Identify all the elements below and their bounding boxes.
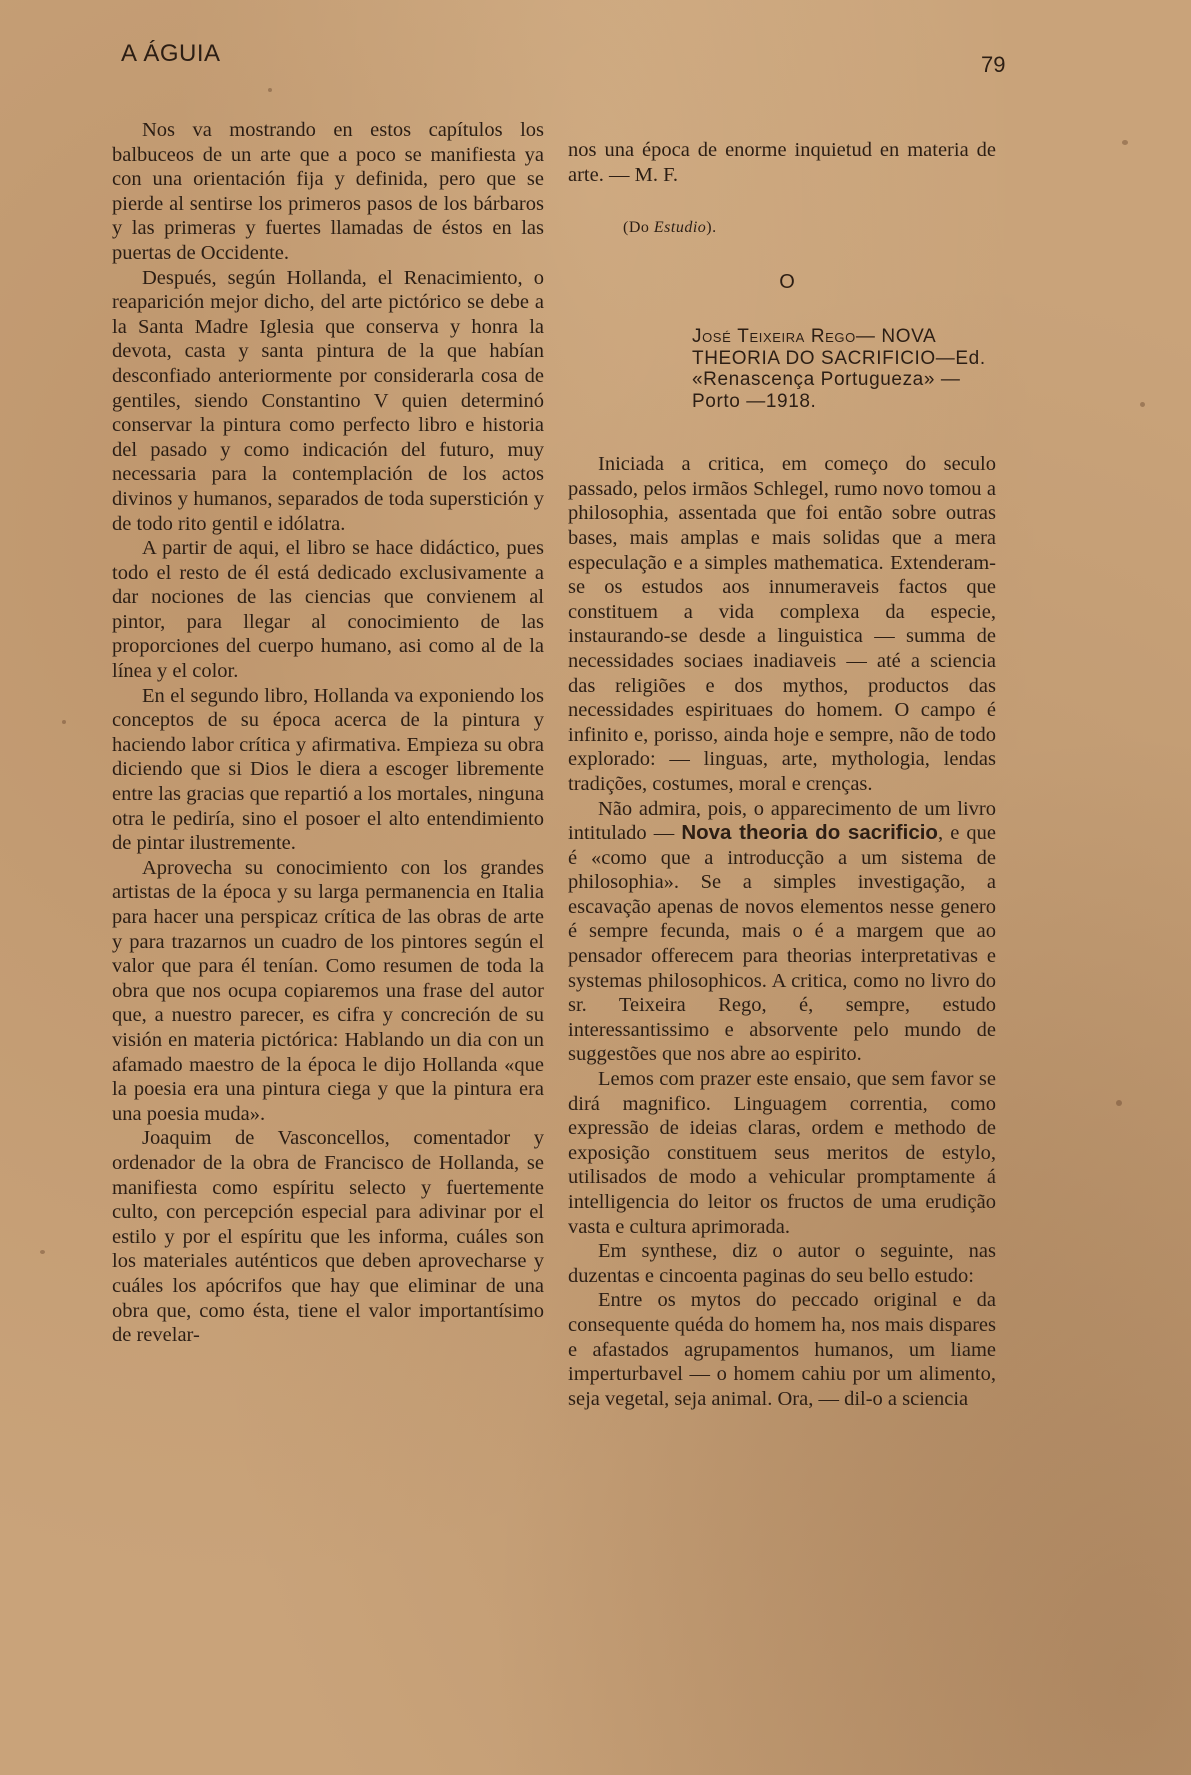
paper-speck: [1116, 1100, 1122, 1106]
author-name: Rego: [810, 326, 856, 348]
author-name: José: [692, 326, 732, 348]
paper-speck: [62, 720, 66, 724]
review-heading: José Teixeira Rego— NOVA THEORIA DO SACRIFICIO—Ed. «Renascença Portugueza» —Porto —1918.: [692, 326, 986, 412]
paragraph: Aprovecha su conocimiento con los grandes artistas de la época y su larga permanencia en Italia para hacer una perspicaz crítica de las obras de arte y para trazarnos un cuadro de los pintores según el valor que para él tenían. Como resumen de toda la obra que nos ocupa copiaremos una frase del autor que, a nuestro parecer, es cifra y concreción de su visión en materia pictórica: Hablando un dia con un afamado maestro de la época le dijo Hollanda «que la poesia era una pintura ciega y que la pintura era una poesia muda».: [112, 856, 544, 1125]
paragraph: En el segundo libro, Hollanda va exponiendo los conceptos de su época acerca de la pintura y haciendo labor crítica y afirmativa. Empieza su obra diciendo que si Dios le diera a escoger libremente entre las gracias que repartió a los mortales, ninguna otra le pediría, sino el posoer el alto entendimiento de pintar ilustremente.: [112, 684, 544, 855]
author-name: Teixeira: [737, 326, 805, 348]
paragraph: Não admira, pois, o apparecimento de um livro intitulado — Nova theoria do sacrificio, e que é «como que a introducção a um sistema de philosophia». Se a simples investigação, a escavação apenas de novos elementos nesse genero é sempre fecunda, mais o é a margem que ao pensador offerecem para theorias interpretativas e systemas philosophicos. A critica, como no livro do sr. Teixeira Rego, é, sempre, estudo interessantissimo e absorvente pelo mundo de suggestões que nos abre ao espirito.: [568, 797, 997, 1066]
paragraph: Lemos com prazer este ensaio, que sem favor se dirá magnifico. Linguagem correntia, como expressão de ideias claras, ordem e methodo de exposição constituem seus meritos de estylo, utilisados de modo a vehicular promptamente á intelligencia do leitor os fructos de uma erudição vasta e cultura aprimorada.: [568, 1068, 996, 1238]
publisher-info: —Ed. «Renascença Portugueza» —Porto —1918.: [692, 347, 986, 412]
page-number: 79: [981, 52, 1006, 77]
paragraph: Iniciada a critica, em começo do seculo passado, pelos irmãos Schlegel, rumo novo tomou a philosophia, assentada que foi então sobre outras bases, mais amplas e mais solidas que a mera especulação e a simples mathematica. Extenderam-se os estudos aos innumeraveis factos que constituem a vida complexa da especie, instaurando-se desde a linguistica — summa de necessidades sociaes inadiaveis — até a sciencia das religiões e dos mythos, productos das necessidades espirituaes do homem. O campo é infinito e, porisso, ainda hoje e sempre, não de todo explorado: — linguas, arte, mythologia, lendas tradições, costumes, moral e crenças.: [568, 453, 996, 795]
source-citation: (Do Estudio).: [623, 219, 717, 237]
paper-speck: [40, 1250, 45, 1254]
section-mark: O: [779, 271, 795, 294]
book-title: NOVA THEORIA DO SACRIFICIO: [692, 326, 936, 369]
paper-speck: [268, 88, 272, 92]
article-ending: nos una época de enorme inquietud en materia de arte. — M. F.: [568, 139, 996, 186]
left-column: [112, 118, 544, 1348]
paragraph: A partir de aqui, el libro se hace didáctico, pues todo el resto de él está dedicado exclusivamente a dar nociones de las ciencias que convienem al pintor, para llegar al conocimiento de las proporciones del cuerpo humano, asi como al de la línea y el color.: [112, 537, 544, 683]
paragraph: Nos va mostrando en estos capítulos los balbuceos de un arte que a poco se manifiesta ya con una orientación fija y definida, pero que se pierde al sentirse los primeros pasos de los bárbaros y las primeras y fuertes llamadas de éstos en las puertas de Occidente.: [112, 119, 544, 264]
review-body: [568, 452, 996, 1411]
paragraph: Después, según Hollanda, el Renacimiento, o reaparición mejor dicho, del arte pictórico se debe a la Santa Madre Iglesia que conserva y honra la devota, casta y santa pintura de la que habían desconfiado anteriormente por considerarla cosa de gentiles, siendo Constantino V quien determinó conservar la pintura como perfecto libro e historia del pasado y como indicación del futuro, muy necessaria para la contemplación de los actos divinos y humanos, separados de toda superstición y de todo rito gentil e idólatra.: [112, 266, 544, 535]
paragraph: Em synthese, diz o autor o seguinte, nas duzentas e cincoenta paginas do seu bello estudo:: [568, 1240, 996, 1287]
paper-speck: [1140, 402, 1145, 407]
right-column: [568, 138, 996, 1411]
source-title: Estudio: [653, 219, 707, 237]
paragraph: Entre os mytos do peccado original e da consequente quéda do homem ha, nos mais dispares e afastados agrupamentos humanos, um liame imperturbavel — o homem cahiu por um alimento, seja vegetal, seja animal. Ora, — dil-o a sciencia: [568, 1289, 996, 1410]
paper-speck: [1122, 140, 1128, 145]
book-title-inline: Nova theoria do sacrificio: [681, 821, 938, 845]
paragraph: Joaquim de Vasconcellos, comentador y ordenador de la obra de Francisco de Hollanda, se manifiesta como espíritu selecto y fuertemente culto, con percepción especial para adivinar por el estilo y por el espíritu que les informa, cuáles son los materiales auténticos que deben aprovecharse y cuáles los apócrifos que hay que eliminar de una obra que, como ésta, tiene el valor importantísimo de revelar-: [112, 1127, 544, 1347]
running-head: A ÁGUIA: [121, 40, 221, 67]
